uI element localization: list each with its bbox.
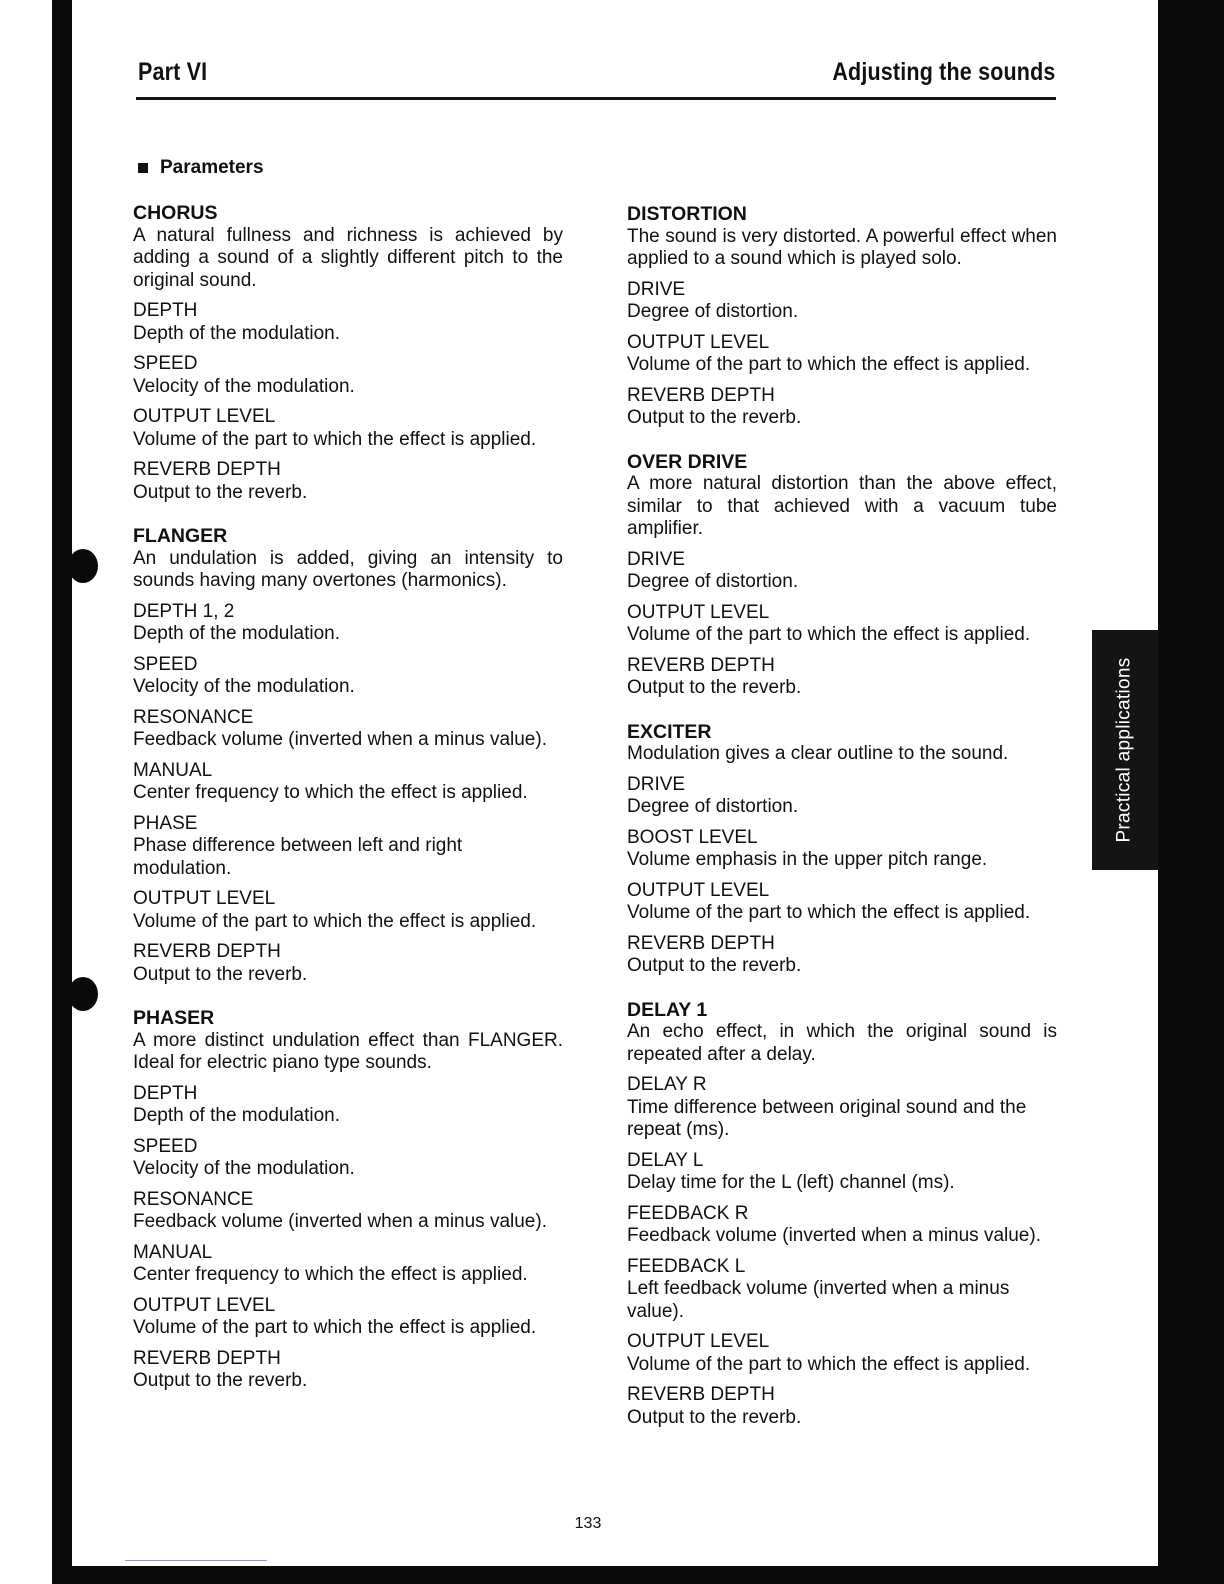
parameter-entry <box>133 760 563 805</box>
left-column <box>133 202 563 1414</box>
parameter-name: DEPTH <box>133 300 198 321</box>
parameter-entry <box>133 1083 563 1128</box>
parameter-description: Output to the reverb. <box>133 481 308 503</box>
parameter-entry <box>627 279 1057 324</box>
parameter-name: RESONANCE <box>133 1188 254 1210</box>
parameter-name: SPEED <box>133 353 198 374</box>
parameter-name: REVERB DEPTH <box>627 384 775 406</box>
effect-title: EXCITER <box>627 720 712 743</box>
page-number: 133 <box>574 1515 602 1532</box>
parameter-description: Output to the reverb. <box>133 963 308 985</box>
parameter-name: SPEED <box>133 653 198 675</box>
parameter-description: Velocity of the modulation. <box>133 676 355 697</box>
parameter-name: SPEED <box>133 1135 198 1157</box>
parameter-name: BOOST LEVEL <box>627 826 758 848</box>
header-part: Part VI <box>138 58 208 86</box>
parameter-name: REVERB DEPTH <box>133 459 281 480</box>
parameter-entry <box>627 774 1057 819</box>
parameter-name: OUTPUT LEVEL <box>627 879 770 901</box>
parameter-name: OUTPUT LEVEL <box>133 1294 276 1316</box>
effect-description: The sound is very distorted. A powerful effect when applied to a sound which is played solo. <box>627 225 1057 269</box>
parameter-name: MANUAL <box>133 759 213 781</box>
parameter-entry <box>133 1295 563 1340</box>
header-rule <box>136 97 1056 100</box>
parameter-name: REVERB DEPTH <box>627 654 775 676</box>
parameter-name: REVERB DEPTH <box>133 941 281 962</box>
parameter-name: DELAY L <box>627 1149 704 1171</box>
parameter-description: Volume of the part to which the effect is applied. <box>133 1317 537 1338</box>
parameter-name: REVERB DEPTH <box>133 1347 281 1369</box>
parameter-entry <box>133 888 563 933</box>
parameter-description: Degree of distortion. <box>627 796 799 817</box>
scan-artifact-line <box>125 1560 267 1561</box>
parameter-entry <box>627 1150 1057 1195</box>
effect-section <box>627 999 1057 1430</box>
parameter-entry <box>133 353 563 398</box>
parameter-name: RESONANCE <box>133 706 254 728</box>
parameter-entry <box>627 1256 1057 1324</box>
parameter-entry <box>627 655 1057 700</box>
parameter-name: DRIVE <box>627 773 686 795</box>
parameter-description: Degree of distortion. <box>627 571 799 592</box>
parameter-entry <box>627 385 1057 430</box>
parameter-entry <box>627 1203 1057 1248</box>
parameter-name: FEEDBACK L <box>627 1255 746 1277</box>
side-tab-label: Practical applications <box>1114 657 1136 843</box>
parameters-heading <box>138 157 264 179</box>
scan-edge-right <box>1158 0 1224 1584</box>
parameter-entry <box>627 549 1057 594</box>
parameters-heading-text: Parameters <box>160 157 264 178</box>
parameter-entry <box>627 602 1057 647</box>
parameter-description: Output to the reverb. <box>627 407 802 428</box>
parameter-name: PHASE <box>133 812 198 834</box>
parameter-name: OUTPUT LEVEL <box>133 406 276 427</box>
header-title: Adjusting the sounds <box>832 58 1056 86</box>
parameter-entry <box>133 459 563 504</box>
effect-section <box>133 525 563 986</box>
parameter-description: Output to the reverb. <box>627 955 802 976</box>
parameter-entry <box>627 880 1057 925</box>
parameter-description: Output to the reverb. <box>627 677 802 698</box>
effect-title: FLANGER <box>133 525 228 547</box>
parameter-entry <box>627 1074 1057 1142</box>
parameter-description: Feedback volume (inverted when a minus value). <box>627 1225 1041 1246</box>
parameter-description: Output to the reverb. <box>133 1370 308 1391</box>
parameter-description: Degree of distortion. <box>627 301 799 322</box>
parameter-entry <box>627 1331 1057 1376</box>
side-tab <box>1092 630 1158 870</box>
parameter-description: Feedback volume (inverted when a minus value). <box>133 729 547 750</box>
parameter-name: FEEDBACK R <box>627 1202 749 1224</box>
parameter-entry <box>133 1189 563 1234</box>
parameter-name: DEPTH <box>133 1082 198 1104</box>
effect-section <box>627 721 1057 978</box>
effect-section <box>627 203 1057 430</box>
parameter-entry <box>133 406 563 451</box>
effect-title: PHASER <box>133 1007 215 1029</box>
parameter-description: Volume of the part to which the effect is applied. <box>133 910 537 932</box>
square-bullet-icon <box>138 163 148 173</box>
parameter-description: Volume of the part to which the effect is applied. <box>627 902 1031 923</box>
parameter-entry <box>133 1348 563 1393</box>
parameter-entry <box>133 300 563 345</box>
parameter-description: Volume of the part to which the effect is applied. <box>627 354 1031 375</box>
parameter-name: OUTPUT LEVEL <box>627 1331 770 1352</box>
parameter-name: DRIVE <box>627 278 686 300</box>
parameter-entry <box>627 933 1057 978</box>
parameter-description: Output to the reverb. <box>627 1406 802 1428</box>
parameter-entry <box>133 601 563 646</box>
scan-edge-left <box>52 0 72 1584</box>
parameter-entry <box>133 1136 563 1181</box>
effect-title: DELAY 1 <box>627 998 708 1021</box>
parameter-description: Volume of the part to which the effect is applied. <box>627 1353 1031 1375</box>
effect-title: OVER DRIVE <box>627 450 748 473</box>
parameter-name: OUTPUT LEVEL <box>627 601 770 623</box>
parameter-description: Phase difference between left and right modulation. <box>133 835 463 879</box>
parameter-entry <box>133 813 563 881</box>
effect-section <box>133 202 563 504</box>
parameter-description: Volume of the part to which the effect is applied. <box>133 428 537 450</box>
effect-description: A more distinct undulation effect than FLANGER. Ideal for electric piano type sounds. <box>133 1029 563 1073</box>
effect-description: A natural fullness and richness is achieved by adding a sound of a slightly different pitch to the original sound. <box>133 224 563 291</box>
parameter-description: Delay time for the L (left) channel (ms). <box>627 1172 955 1193</box>
parameter-name: OUTPUT LEVEL <box>627 331 770 353</box>
scan-edge-bottom <box>52 1566 1224 1584</box>
parameter-description: Left feedback volume (inverted when a minus value). <box>627 1278 1010 1322</box>
parameter-description: Time difference between original sound and the repeat (ms). <box>627 1096 1027 1140</box>
parameter-description: Center frequency to which the effect is applied. <box>133 1264 528 1285</box>
parameter-name: OUTPUT LEVEL <box>133 888 276 909</box>
effect-section <box>133 1007 563 1393</box>
parameter-description: Velocity of the modulation. <box>133 375 355 397</box>
parameter-description: Depth of the modulation. <box>133 322 341 344</box>
parameter-description: Depth of the modulation. <box>133 1105 341 1126</box>
effect-title: CHORUS <box>133 202 218 224</box>
parameter-description: Feedback volume (inverted when a minus value). <box>133 1211 547 1232</box>
parameter-description: Depth of the modulation. <box>133 623 341 644</box>
effect-description: An echo effect, in which the original sound is repeated after a delay. <box>627 1021 1057 1065</box>
parameter-entry <box>133 654 563 699</box>
parameter-name: DRIVE <box>627 548 686 570</box>
parameter-entry <box>133 707 563 752</box>
parameter-description: Velocity of the modulation. <box>133 1158 355 1179</box>
effect-section <box>627 451 1057 700</box>
parameter-name: DELAY R <box>627 1074 707 1095</box>
parameter-description: Volume emphasis in the upper pitch range. <box>627 849 988 870</box>
parameter-entry <box>627 827 1057 872</box>
effect-description: A more natural distortion than the above effect, similar to that achieved with a vacuum tube amplifier. <box>627 473 1057 539</box>
parameter-description: Center frequency to which the effect is applied. <box>133 782 528 803</box>
effect-description: An undulation is added, giving an intensity to sounds having many overtones (harmonics). <box>133 547 563 591</box>
parameter-entry <box>627 1384 1057 1429</box>
parameter-name: REVERB DEPTH <box>627 1384 775 1405</box>
effect-description: Modulation gives a clear outline to the sound. <box>627 743 1009 764</box>
parameter-name: REVERB DEPTH <box>627 932 775 954</box>
parameter-entry <box>133 941 563 986</box>
parameter-name: MANUAL <box>133 1241 213 1263</box>
parameter-description: Volume of the part to which the effect is applied. <box>627 624 1031 645</box>
binding-hole-icon <box>68 977 98 1011</box>
right-column <box>627 203 1057 1450</box>
parameter-name: DEPTH 1, 2 <box>133 600 235 622</box>
binding-hole-icon <box>68 549 98 583</box>
parameter-entry <box>627 332 1057 377</box>
effect-title: DISTORTION <box>627 203 747 225</box>
parameter-entry <box>133 1242 563 1287</box>
